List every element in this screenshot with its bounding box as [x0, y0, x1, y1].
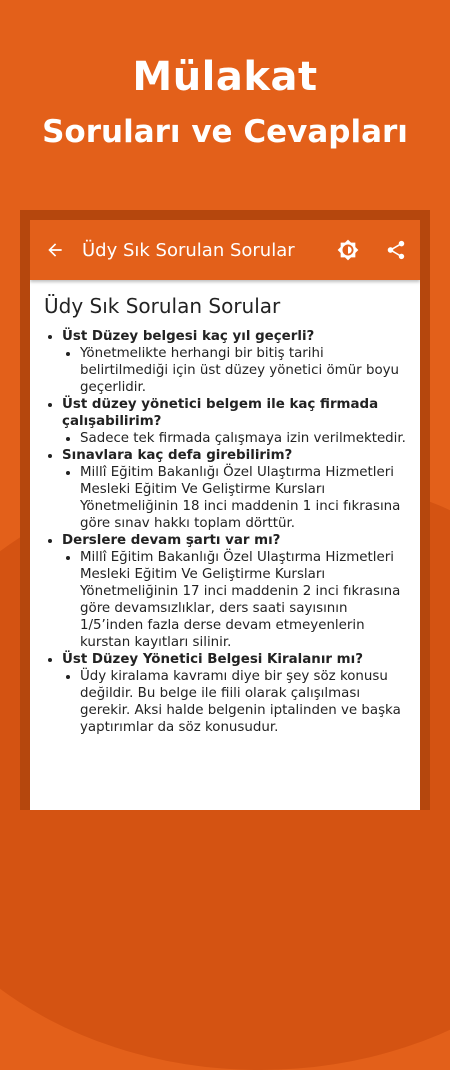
- question-item: [62, 328, 406, 396]
- theme-toggle-button[interactable]: [324, 220, 372, 280]
- answer-text: • Millî Eğitim Bakanlığı Özel Ulaştırma Hizmetleri Mesleki Eğitim Ve Geliştirme Kursları Yönetmeliğinin 17 inci maddenin 2 inci fıkrasına göre devamsızlıklar, ders saati sayısının 1/5’inden fazla derse devam etmeyenlerin kurstan kayıtları silinir.: [80, 549, 406, 651]
- promo-title: Mülakat: [132, 54, 318, 100]
- brightness-icon: [337, 239, 359, 261]
- arrow-back-icon: [45, 240, 65, 260]
- answer-text: • Millî Eğitim Bakanlığı Özel Ulaştırma Hizmetleri Mesleki Eğitim Ve Geliştirme Kursları Yönetmeliğinin 18 inci maddenin 1 inci fıkrasına göre sınav hakkı toplam dörttür.: [80, 464, 406, 532]
- question-text: Derslere devam şartı var mı?: [62, 533, 281, 548]
- app-bar-title: Üdy Sık Sorulan Sorular: [82, 239, 295, 261]
- question-item: [62, 447, 406, 532]
- question-list: [44, 328, 406, 736]
- question-item: [62, 396, 406, 447]
- question-item: [62, 532, 406, 651]
- question-item: [62, 651, 406, 736]
- share-button[interactable]: [372, 220, 420, 280]
- promo-subtitle: Soruları ve Cevapları: [42, 114, 408, 150]
- answer-text: • Sadece tek firmada çalışmaya izin verilmektedir.: [80, 430, 406, 447]
- promo-header: [0, 50, 450, 154]
- article-title: Üdy Sık Sorulan Sorular: [44, 294, 281, 318]
- question-text: Üst Düzey belgesi kaç yıl geçerli?: [62, 329, 315, 344]
- article-content: [30, 280, 420, 736]
- question-text: Sınavlara kaç defa girebilirim?: [62, 448, 293, 463]
- device-frame: [20, 210, 430, 810]
- question-text: Üst düzey yönetici belgem ile kaç firmada çalışabilirim?: [62, 397, 379, 429]
- answer-text: • Yönetmelikte herhangi bir bitiş tarihi belirtilmediği için üst düzey yönetici ömür boyu geçerlidir.: [80, 345, 406, 396]
- share-icon: [385, 239, 407, 261]
- question-text: Üst Düzey Yönetici Belgesi Kiralanır mı?: [62, 652, 363, 667]
- back-button[interactable]: [30, 220, 80, 280]
- answer-text: • Üdy kiralama kavramı diye bir şey söz konusu değildir. Bu belge ile fiili olarak çalışılması gerekir. Aksi halde belgenin iptalinden ve başka yaptırımlar da söz konusudur.: [80, 668, 406, 736]
- app-bar: [30, 220, 420, 280]
- app-screen: [30, 220, 420, 810]
